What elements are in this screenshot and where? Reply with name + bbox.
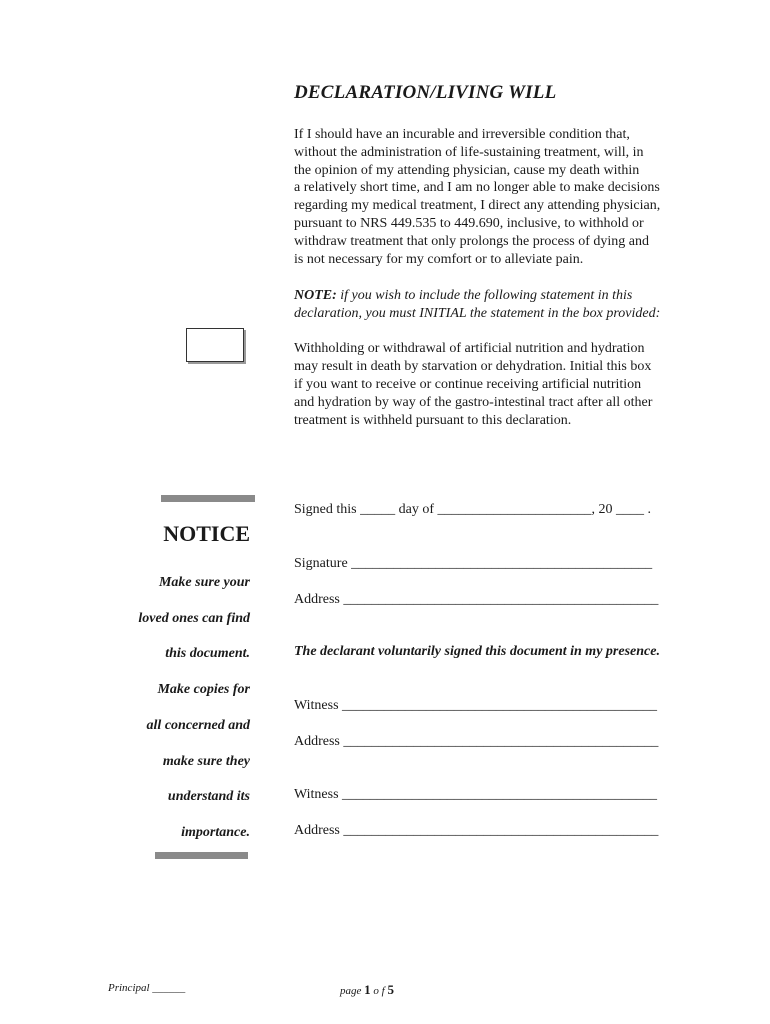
statement-line: treatment is withheld pursuant to this declaration. bbox=[294, 413, 572, 428]
paragraph-line: If I should have an incurable and irreversible condition that, bbox=[294, 127, 630, 142]
of-label: o f bbox=[373, 985, 385, 997]
notice-line: loved ones can find bbox=[138, 610, 250, 626]
note-text: declaration, you must INITIAL the statement in the box provided: bbox=[294, 306, 661, 321]
notice-line: Make sure your bbox=[158, 575, 250, 590]
paragraph-line: the opinion of my attending physician, cause my death within bbox=[294, 162, 640, 178]
initial-box[interactable] bbox=[186, 328, 244, 362]
signature-field[interactable]: Signature ___________________________________________ bbox=[294, 556, 653, 571]
notice-line: Make copies for bbox=[157, 682, 250, 698]
page-label: page bbox=[340, 985, 362, 997]
page-current: 1 bbox=[364, 982, 371, 997]
witness-field[interactable]: Witness _____________________________________________ bbox=[294, 698, 658, 713]
notice-line: make sure they bbox=[162, 753, 250, 769]
note-text: if you wish to include the following statement in this bbox=[336, 288, 633, 303]
notice-divider-bottom bbox=[155, 852, 248, 859]
paragraph-line: pursuant to NRS 449.535 to 449.690, inclusive, to withhold or bbox=[294, 215, 644, 231]
statement-line: Withholding or withdrawal of artificial nutrition and hydration bbox=[294, 341, 645, 356]
notice-line: understand its bbox=[167, 789, 250, 805]
presence-statement: The declarant voluntarily signed this document in my presence. bbox=[294, 644, 660, 659]
witness-address-field[interactable]: Address _____________________________________________ bbox=[294, 823, 659, 838]
withholding-statement bbox=[294, 340, 652, 430]
statement-line: if you want to receive or continue receiving artificial nutrition bbox=[294, 377, 642, 392]
declaration-paragraph bbox=[294, 126, 660, 268]
document-title: DECLARATION/LIVING WILL bbox=[294, 82, 557, 103]
principal-initials: Principal ______ bbox=[108, 982, 186, 994]
page-indicator bbox=[340, 982, 394, 998]
signed-date-field[interactable]: Signed this _____ day of ______________________, 20 ____ . bbox=[294, 502, 651, 517]
statement-line: may result in death by starvation or dehydration. Initial this box bbox=[294, 359, 652, 374]
notice-heading: NOTICE bbox=[163, 521, 250, 546]
notice-line: this document. bbox=[165, 646, 250, 662]
notice-line: all concerned and bbox=[146, 717, 250, 733]
notice-line: importance. bbox=[181, 824, 250, 840]
paragraph-line: is not necessary for my comfort or to alleviate pain. bbox=[294, 251, 584, 267]
paragraph-line: a relatively short time, and I am no longer able to make decisions bbox=[294, 180, 660, 196]
note-block bbox=[294, 287, 660, 323]
page-total: 5 bbox=[387, 982, 394, 997]
notice-divider-top bbox=[161, 495, 255, 502]
witness-address-field[interactable]: Address _____________________________________________ bbox=[294, 734, 659, 749]
notice-text bbox=[100, 565, 250, 851]
paragraph-line: without the administration of life-sustaining treatment, will, in bbox=[294, 144, 644, 160]
paragraph-line: withdraw treatment that only prolongs the process of dying and bbox=[294, 233, 649, 249]
note-label: NOTE: bbox=[294, 288, 337, 303]
witness-field[interactable]: Witness _____________________________________________ bbox=[294, 787, 658, 802]
address-field[interactable]: Address _____________________________________________ bbox=[294, 592, 659, 607]
statement-line: and hydration by way of the gastro-intestinal tract after all other bbox=[294, 395, 653, 410]
paragraph-line: regarding my medical treatment, I direct any attending physician, bbox=[294, 198, 661, 214]
